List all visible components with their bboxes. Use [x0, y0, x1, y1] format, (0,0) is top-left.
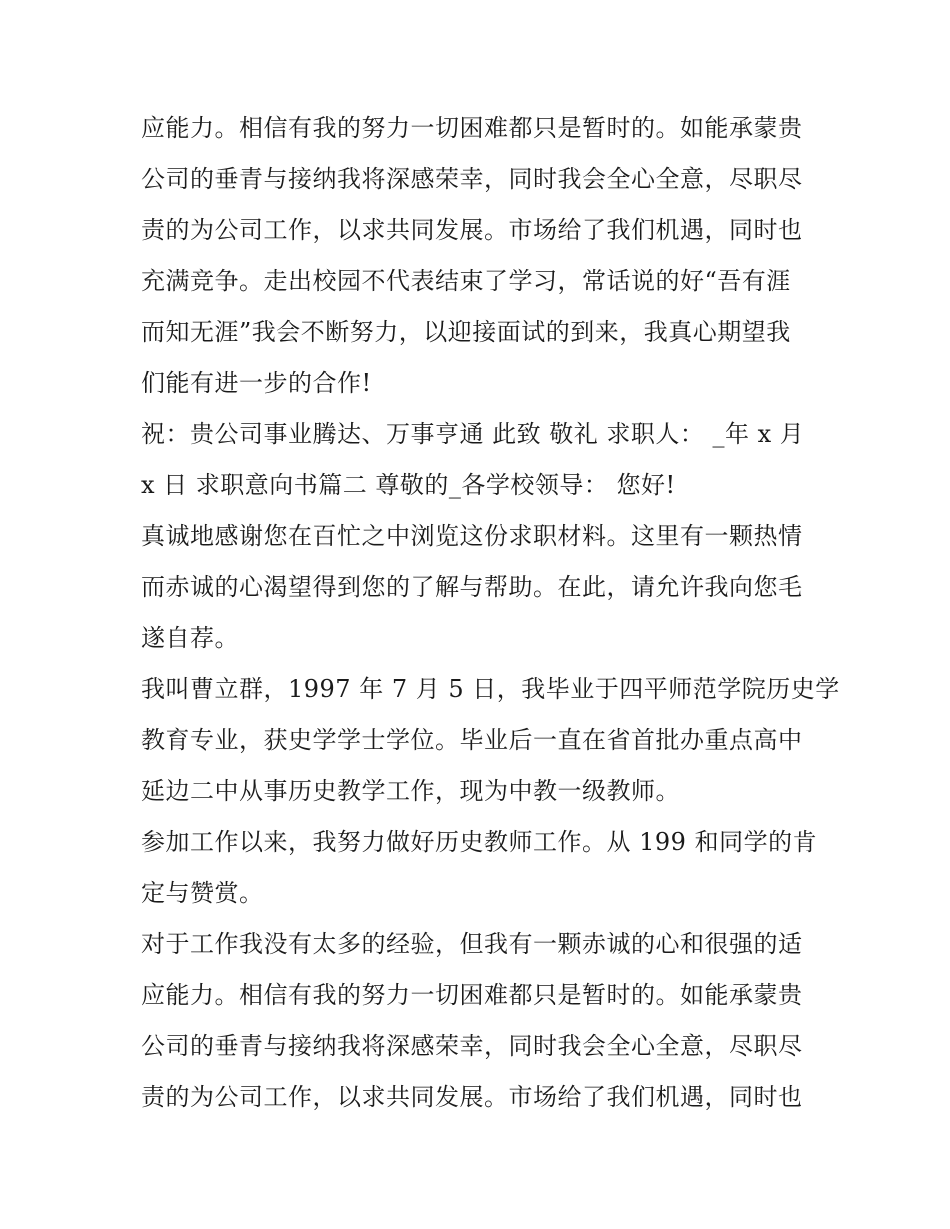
text-line: 延边二中从事历史教学工作，现为中教一级教师。 [141, 777, 680, 805]
text-line: 参加工作以来，我努力做好历史教师工作。从 199 和同学的肯 [141, 828, 818, 856]
text-line: 公司的垂青与接纳我将深感荣幸，同时我会全心全意，尽职尽 [141, 1032, 803, 1060]
text-line: 责的为公司工作，以求共同发展。市场给了我们机遇，同时也 [141, 1083, 803, 1111]
text-line: 应能力。相信有我的努力一切困难都只是暂时的。如能承蒙贵 [141, 981, 803, 1009]
body-text [141, 103, 840, 1123]
text-line: 教育专业，获史学学士学位。毕业后一直在省首批办重点高中 [141, 726, 803, 754]
text-line: x 日 求职意向书篇二 尊敬的_各学校领导： 您好! [141, 471, 676, 499]
text-line: 责的为公司工作，以求共同发展。市场给了我们机遇，同时也 [141, 216, 803, 244]
text-line: 祝：贵公司事业腾达、万事亨通 此致 敬礼 求职人： _年 x 月 [141, 420, 805, 448]
text-line: 而知无涯”我会不断努力，以迎接面试的到来，我真心期望我 [141, 318, 791, 346]
text-line: 遂自荐。 [141, 624, 239, 652]
text-line: 对于工作我没有太多的经验，但我有一颗赤诚的心和很强的适 [141, 930, 803, 958]
text-line: 我叫曹立群，1997 年 7 月 5 日，我毕业于四平师范学院历史学 [141, 675, 840, 703]
text-line: 们能有进一步的合作! [141, 369, 372, 397]
text-line: 应能力。相信有我的努力一切困难都只是暂时的。如能承蒙贵 [141, 114, 803, 142]
text-line: 而赤诚的心渴望得到您的了解与帮助。在此，请允许我向您毛 [141, 573, 803, 601]
text-line: 充满竞争。走出校园不代表结束了学习，常话说的好“吾有涯 [141, 267, 791, 295]
text-line: 定与赞赏。 [141, 879, 264, 907]
text-line: 真诚地感谢您在百忙之中浏览这份求职材料。这里有一颗热情 [141, 522, 803, 550]
text-line: 公司的垂青与接纳我将深感荣幸，同时我会全心全意，尽职尽 [141, 165, 803, 193]
